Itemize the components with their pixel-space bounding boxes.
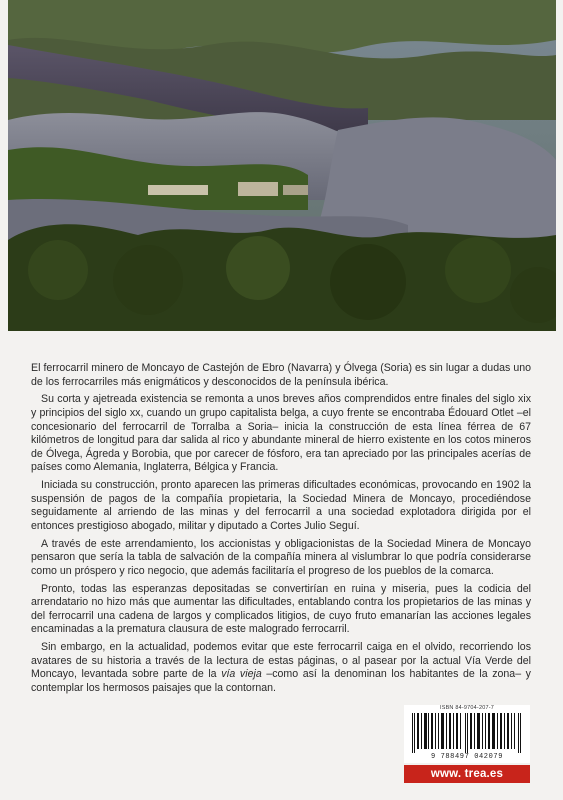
text-span: –como así la denominan los habitantes de la zona– y contemplar los hermosos paisajes que la contornan. — [31, 668, 531, 694]
paragraph: A través de este arrendamiento, los accionistas y obligacionistas de la Sociedad Minera de Moncayo pensaron que sería la tabla de salvación de la compañía minera al vislumbrar lo que podría considerarse como un próspero y rico negocio, que además facilitaría el progreso de los pueblos de la comarca. — [31, 537, 531, 577]
mine-landscape-photo — [8, 0, 556, 331]
text-span: Sin embargo, en la actualidad, podemos evitar que este ferrocarril caiga en el olvido, recorriendo los avatares de su historia a través de la lectura de estas páginas, o al pasear por la actual Vía Verde del Moncayo, levantada sobre parte de la — [31, 641, 531, 681]
paragraph: Su corta y ajetreada existencia se remonta a unos breves años comprendidos entre finales del siglo xix y principios del siglo xx, cuando un grupo capitalista belga, a cuyo frente se encontraba Édouard Otlet –el concesionario del ferrocarril de Torralba a Soria– inicia la construcción de esta línea férrea de 67 kilómetros de longitud para dar salida al rico y abundante mineral de hierro existente en los cotos mineros de Ólvega, Ágreda y Borobia, que por carecer de fósforo, era tan apreciado por las principales acerías de países como Alemania, Inglaterra, Bélgica y Francia. — [31, 393, 531, 474]
barcode-number: 9 788497 042079 — [430, 753, 503, 761]
barcode-bars — [412, 713, 522, 753]
paragraph: Iniciada su construcción, pronto aparecen las primeras dificultades económicas, provocando en 1902 la suspensión de pagos de la compañía propietaria, la Sociedad Minera de Moncayo, procediéndose seguidamente al arriendo de las minas y del ferrocarril a una sociedad explotadora dirigida por el entonces prestigioso abogado, militar y diputado a Cortes Julio Seguí. — [31, 479, 531, 532]
italic-term: vía vieja — [221, 668, 262, 681]
paragraph: Pronto, todas las esperanzas depositadas se convertirían en ruina y miseria, pues la codicia del arrendatario no hizo más que aumentar las dificultades, entablando contra los propietarios de las minas y del ferrocarril una cadena de largos y complicados litigios, de cuyo fruto emanarían las acciones legales encaminadas a la prematura clausura de este malogrado ferrocarril. — [31, 582, 531, 636]
publisher-url-banner — [404, 765, 530, 783]
barcode-block — [404, 705, 530, 763]
paragraph-final — [31, 641, 531, 695]
paragraph: El ferrocarril minero de Moncayo de Castejón de Ebro (Navarra) y Ólvega (Soria) es sin lugar a dudas uno de los ferrocarriles más enigmáticos y desconocidos de la península ibérica. — [31, 362, 531, 388]
publisher-url: www. trea.es — [430, 768, 504, 780]
isbn-label: ISBN 84-9704-207-7 — [439, 705, 495, 711]
landscape-illustration — [8, 0, 556, 331]
synopsis-text — [31, 362, 531, 700]
